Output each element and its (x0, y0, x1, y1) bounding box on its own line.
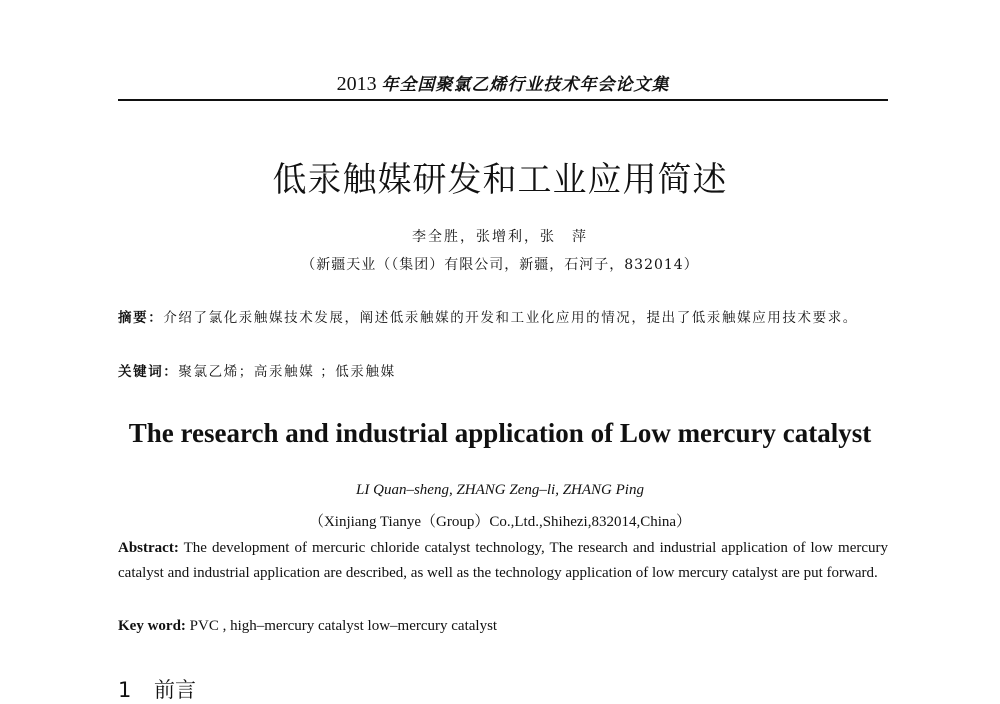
abstract-en-text: The development of mercuric chloride catalyst technology, The research and industrial application of low mercury catalyst and industrial application are described, as well as the technology application of low mercury catalyst are put forward. (118, 540, 888, 581)
header-rule (118, 99, 888, 101)
title-en: The research and industrial application of Low mercury catalyst (128, 418, 872, 448)
running-header-text: 年全国聚氯乙烯行业技术年会论文集 (381, 75, 670, 95)
keywords-cn (118, 360, 888, 380)
abstract-en-label: Abstract: (118, 540, 179, 556)
abstract-cn-label: 摘要： (118, 310, 164, 326)
abstract-en (118, 536, 888, 586)
section-title: 前言 (154, 678, 196, 702)
keywords-en (118, 618, 888, 635)
authors-en: LI Quan–sheng, ZHANG Zeng–li, ZHANG Ping (356, 482, 644, 498)
authors-cn: 李全胜，张增利，张 萍 (412, 229, 588, 245)
abstract-cn-text: 介绍了氯化汞触媒技术发展，阐述低汞触媒的开发和工业化应用的情况，提出了低汞触媒应用技术要求。 (163, 310, 858, 326)
keywords-en-label: Key word: (118, 618, 186, 634)
title-cn: 低汞触媒研发和工业应用简述 (272, 160, 728, 200)
running-header-year: 2013 (336, 73, 377, 95)
abstract-cn (118, 306, 888, 331)
section-number: 1 (118, 678, 132, 702)
affiliation-cn: （新疆天业（（集团）有限公司，新疆，石河子，832014） (301, 257, 699, 273)
running-header (118, 70, 888, 96)
keywords-en-text: PVC , high–mercury catalyst low–mercury catalyst (185, 618, 498, 634)
keywords-cn-label: 关键词： (118, 364, 179, 380)
affiliation-en: （Xinjiang Tianye（Group）Co.,Ltd.,Shihezi,832014,China） (308, 514, 692, 530)
keywords-cn-text: 聚氯乙烯；高汞触媒 ；低汞触媒 (178, 364, 396, 380)
section-heading (118, 674, 196, 704)
